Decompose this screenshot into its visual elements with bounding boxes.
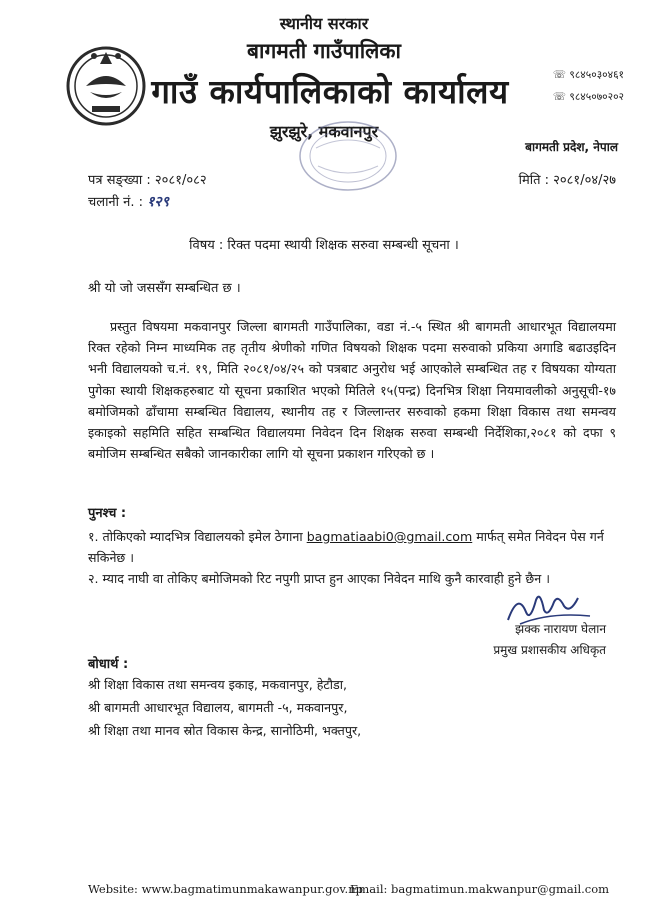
- office-seal-stamp-icon: [296, 118, 400, 194]
- phone-number-1: ☏ ९८४५०३०४६१: [552, 69, 624, 81]
- letter-reference-number: पत्र सङ्ख्या : २०८१/०८२: [88, 173, 207, 188]
- postscript-item-1-text-end: मार्फत् समेत निवेदन पेस गर्न सकिनेछ ।: [88, 529, 604, 565]
- postscript-item-1-text: १. तोकिएको म्यादभित्र विद्यालयको इमेल ठेगाना: [88, 529, 303, 544]
- cc-heading: बोधार्थ :: [88, 657, 129, 672]
- letter-date: मिति : २०८१/०४/२७: [518, 173, 616, 188]
- cc-item: श्री बागमती आधारभूत विद्यालय, बागमती -५, मकवानपुर,: [88, 700, 348, 715]
- signatory-title: प्रमुख प्रशासकीय अधिकृत: [493, 643, 606, 657]
- header-office-title: गाउँ कार्यपालिकाको कार्यालय: [151, 72, 509, 111]
- dispatch-number-value: १२९: [147, 194, 169, 210]
- cc-item: श्री शिक्षा तथा मानव स्रोत विकास केन्द्र, सानोठिमी, भक्तपुर,: [88, 723, 362, 738]
- header-address: झुरझुरे, मकवानपुर: [269, 122, 379, 141]
- postscript-item-2: २. म्याद नाघी वा तोकिए बमोजिमको रिट नपुगी प्राप्त हुन आएका निवेदन माथि कुनै कारवाही हुने छैन ।: [88, 571, 551, 586]
- postscript-item-1: [88, 526, 618, 568]
- school-email-link[interactable]: bagmatiaabi0@gmail.com: [306, 529, 473, 544]
- cc-item: श्री शिक्षा विकास तथा समन्वय इकाइ, मकवानपुर, हेटौडा,: [88, 677, 347, 692]
- salutation: श्री यो जो जससँग सम्बन्धित छ ।: [88, 281, 241, 296]
- phone-number-2: ☏ ९८४५०७०२०२: [552, 91, 624, 103]
- subject-line: विषय : रिक्त पदमा स्थायी शिक्षक सरुवा सम्बन्धी सूचना ।: [189, 238, 459, 253]
- header-local-government: स्थानीय सरकार: [279, 14, 369, 33]
- dispatch-number-row: [88, 192, 169, 211]
- footer-email[interactable]: Email: bagmatimun.makwanpur@gmail.com: [350, 882, 610, 896]
- province-label: बागमती प्रदेश, नेपाल: [525, 140, 618, 154]
- header-municipality-name: बागमती गाउँपालिका: [247, 39, 401, 63]
- dispatch-number-label: चलानी नं. :: [88, 195, 144, 210]
- signatory-name: झक्क नारायण घेलान: [515, 622, 606, 636]
- footer-website[interactable]: Website: www.bagmatimunmakawanpur.gov.np: [88, 882, 363, 896]
- postscript-heading: पुनश्च :: [88, 506, 127, 521]
- body-paragraph: प्रस्तुत विषयमा मकवानपुर जिल्ला बागमती गाउँपालिका, वडा नं.-५ स्थित श्री बागमती आधारभूत विद्यालयमा रिक्त रहेको निम्न माध्यमिक तह तृतीय श्रेणीको गणित विषयको शिक्षक पदमा सरुवाको प्रकिया अगाडि बढाउइदिन भनी विद्यालयको च.नं. १९, मिति २०८१/०४/२५ को पत्रबाट अनुरोध भई आएकोले सम्बन्धित तह र विषयका योग्यता पुगेका स्थायी शिक्षकहरुबाट यो सूचना प्रकाशित भएको मितिले १५(पन्द्र) दिनभित्र शिक्षा नियमावलीको अनुसूची-१७ बमोजिमको ढाँचामा सम्बन्धित विद्यालय, स्थानीय तह र जिल्लान्तर सरुवाको हकमा शिक्षा विकास तथा समन्वय इकाइको सहमिति सहित सम्बन्धित विद्यालयमा निवेदन दिन शिक्षक सरुवा सम्बन्धी निर्देशिका,२०८१ को दफा ९ बमोजिम सम्बन्धित सबैको जानकारीका लागि यो सूचना प्रकाशन गरिएको छ ।: [88, 319, 617, 462]
